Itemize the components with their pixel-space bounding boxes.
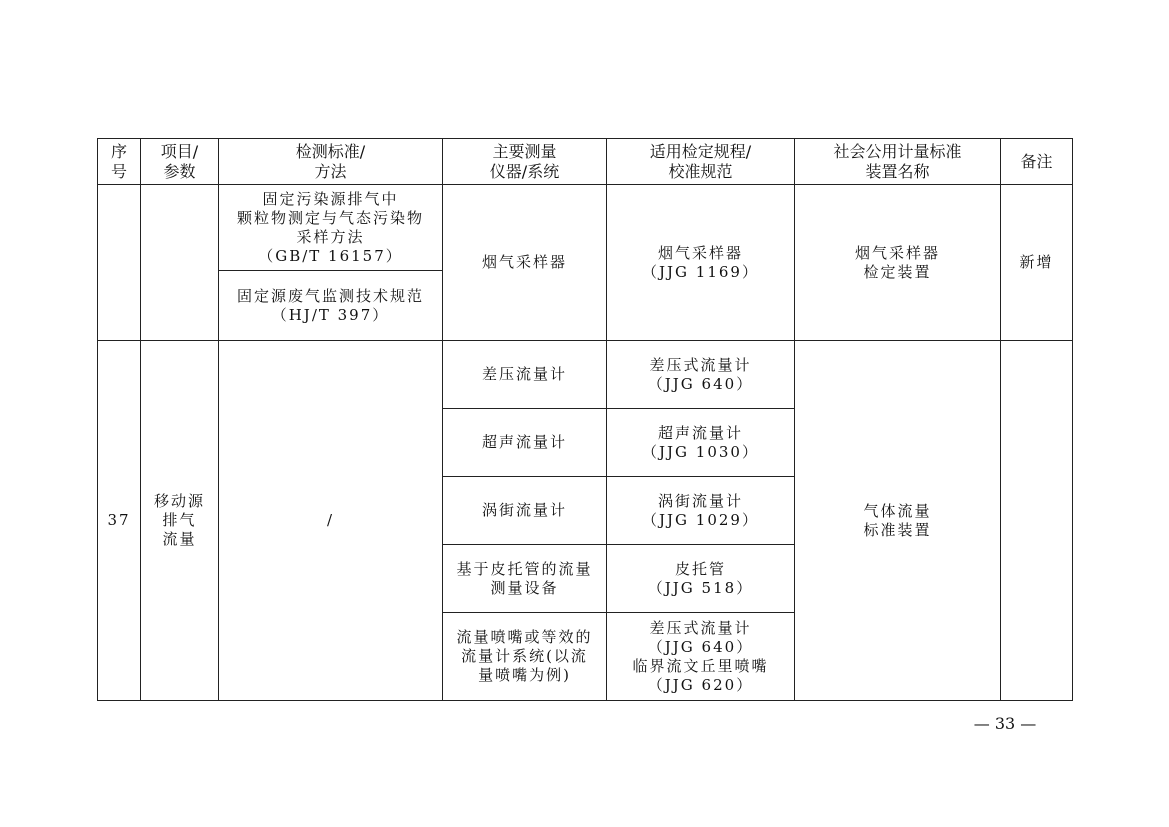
cell-instrument: 超声流量计 [443,409,607,477]
cell-regulation: 皮托管 （JJG 518） [607,545,795,613]
page-number: — 33 — [973,714,1037,733]
cell-device: 烟气采样器 检定装置 [795,185,1001,341]
header-no: 序 号 [98,139,141,185]
header-regulation: 适用检定规程/ 校准规范 [607,139,795,185]
cell-instrument: 烟气采样器 [443,185,607,341]
cell-no-empty [98,185,141,341]
header-item: 项目/ 参数 [141,139,219,185]
table-row [98,185,1073,271]
header-standard: 检测标准/ 方法 [219,139,443,185]
cell-remark-empty [1001,341,1073,701]
cell-standard: / [219,341,443,701]
cell-instrument: 涡街流量计 [443,477,607,545]
cell-standard-b: 固定源废气监测技术规范 （HJ/T 397） [219,271,443,341]
header-row [98,139,1073,185]
cell-instrument: 基于皮托管的流量 测量设备 [443,545,607,613]
cell-regulation: 差压式流量计 （JJG 640） [607,341,795,409]
cell-instrument: 差压流量计 [443,341,607,409]
header-remark: 备注 [1001,139,1073,185]
metrology-table [97,138,1073,701]
header-instrument: 主要测量 仪器/系统 [443,139,607,185]
cell-remark: 新增 [1001,185,1073,341]
cell-item: 移动源 排气 流量 [141,341,219,701]
header-device: 社会公用计量标准 装置名称 [795,139,1001,185]
cell-no: 37 [98,341,141,701]
cell-device: 气体流量 标准装置 [795,341,1001,701]
cell-standard-a: 固定污染源排气中 颗粒物测定与气态污染物 采样方法 （GB/T 16157） [219,185,443,271]
cell-item-empty [141,185,219,341]
cell-regulation: 差压式流量计 （JJG 640） 临界流文丘里喷嘴 （JJG 620） [607,613,795,701]
table-row [98,341,1073,409]
cell-regulation: 涡街流量计 （JJG 1029） [607,477,795,545]
cell-instrument: 流量喷嘴或等效的 流量计系统(以流 量喷嘴为例) [443,613,607,701]
cell-regulation: 烟气采样器 （JJG 1169） [607,185,795,341]
cell-regulation: 超声流量计 （JJG 1030） [607,409,795,477]
